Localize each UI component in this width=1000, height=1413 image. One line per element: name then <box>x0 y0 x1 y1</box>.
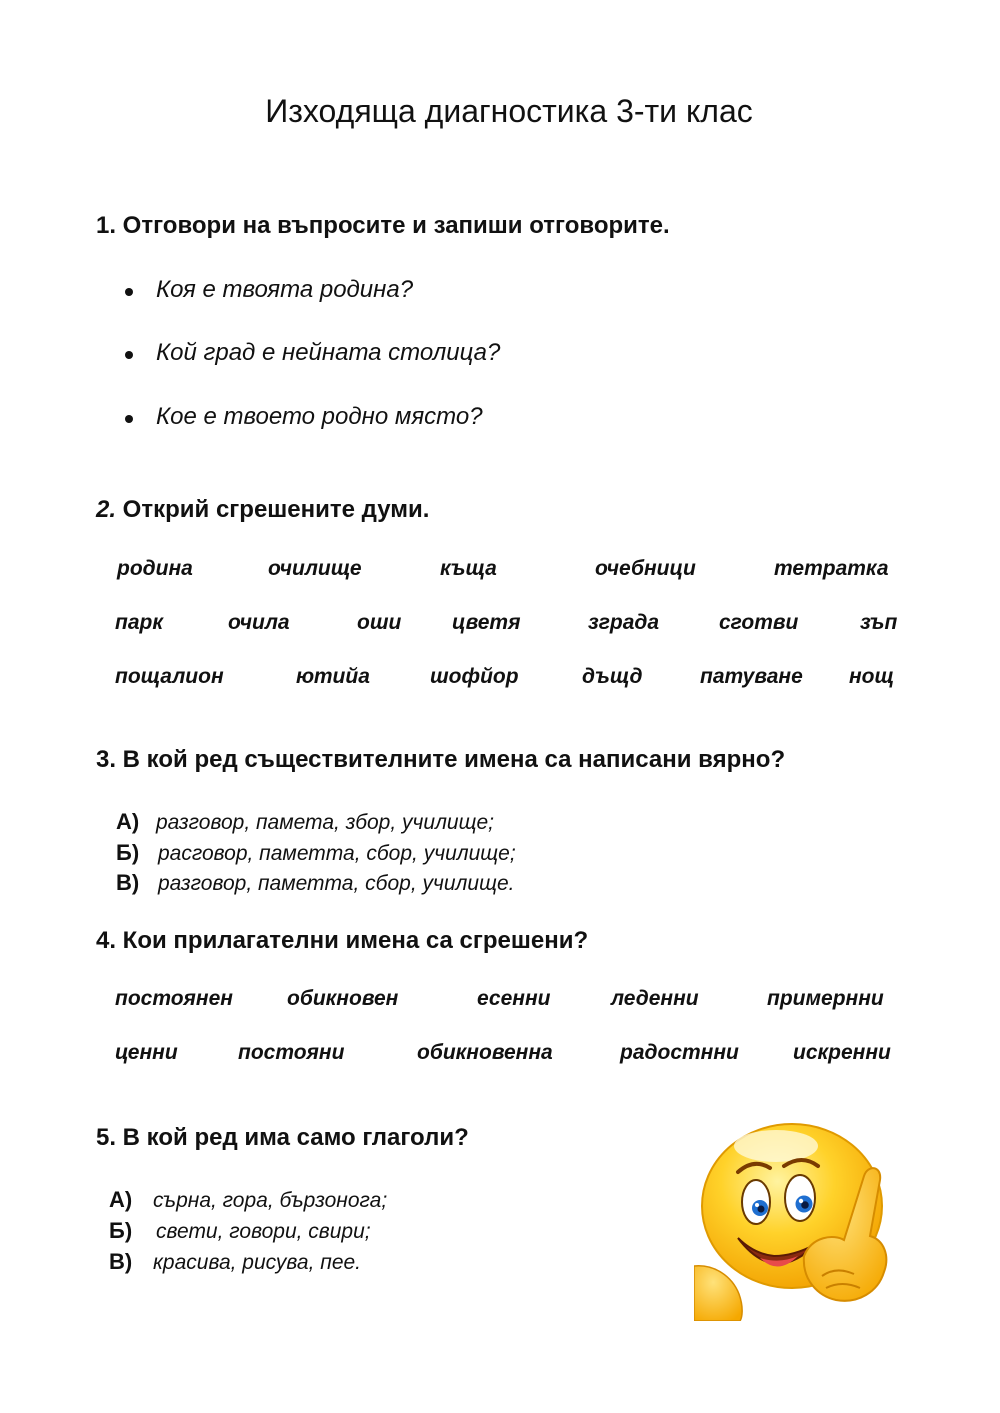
word-item: сготви <box>719 611 799 634</box>
word-item: патуване <box>700 665 803 688</box>
list-item-text: Кое е твоето родно място? <box>156 403 483 430</box>
option-text: сърна, гора, бързонога; <box>153 1189 388 1212</box>
word-item: парк <box>115 611 163 634</box>
word-item: постоянен <box>115 987 233 1010</box>
word-item: обикновен <box>287 987 399 1010</box>
word-item: родина <box>117 557 193 580</box>
word-item: обикновенна <box>417 1041 553 1064</box>
word-item: леденни <box>611 987 699 1010</box>
list-item <box>124 276 724 306</box>
word-item: ютийа <box>296 665 370 688</box>
bullet-icon <box>125 351 133 359</box>
list-item <box>124 403 724 433</box>
option-letter: В) <box>109 1249 133 1274</box>
thinking-smiley-icon <box>694 1116 894 1321</box>
question-2-number: 2. <box>96 496 117 523</box>
word-item: очебници <box>595 557 696 580</box>
option-letter: Б) <box>109 1218 133 1243</box>
word-item: ценни <box>115 1041 178 1064</box>
question-1-heading: 1. Отговори на въпросите и запиши отговорите. <box>96 212 670 239</box>
word-item: есенни <box>477 987 551 1010</box>
list-item-text: Коя е твоята родина? <box>156 276 414 303</box>
list-item <box>124 339 724 369</box>
word-item: постояни <box>238 1041 345 1064</box>
option-text: красива, рисува, пее. <box>153 1251 362 1274</box>
question-2-text: Открий сгрешените думи. <box>116 496 430 523</box>
option-text: разговор, памета, збор, училище; <box>156 811 494 834</box>
question-2-heading <box>96 496 429 524</box>
option-letter: А) <box>116 809 140 834</box>
option-text: расговор, паметта, сбор, училище; <box>158 842 516 865</box>
word-item: шофйор <box>430 665 519 688</box>
option-text: разговор, паметта, сбор, училище. <box>158 872 515 895</box>
bullet-icon <box>125 288 133 296</box>
option-text: свети, говори, свири; <box>156 1220 371 1243</box>
word-item: дъщд <box>582 665 643 688</box>
question-4-heading: 4. Кои прилагателни имена са сгрешени? <box>96 927 589 954</box>
word-item: тетратка <box>774 557 889 580</box>
word-item: очила <box>228 611 290 634</box>
list-item-text: Кой град е нейната столица? <box>156 339 501 366</box>
word-item: зъп <box>860 611 898 634</box>
question-5-heading: 5. В кой ред има само глаголи? <box>96 1124 469 1151</box>
word-item: очилище <box>268 557 362 580</box>
word-item: нощ <box>849 665 895 688</box>
bullet-icon <box>125 415 133 423</box>
word-item: оши <box>357 611 402 634</box>
option-letter: В) <box>116 870 140 895</box>
word-item: радостнни <box>620 1041 739 1064</box>
word-item: цветя <box>452 611 521 634</box>
word-item: пощалион <box>115 665 224 688</box>
option-letter: Б) <box>116 840 140 865</box>
word-item: искренни <box>793 1041 891 1064</box>
word-item: зграда <box>588 611 660 634</box>
word-item: къща <box>440 557 497 580</box>
word-item: примернни <box>767 987 884 1010</box>
option-letter: А) <box>109 1187 133 1212</box>
page-title: Изходяща диагностика 3-ти клас <box>265 93 753 129</box>
question-3-heading: 3. В кой ред съществителните имена са написани вярно? <box>96 746 786 773</box>
